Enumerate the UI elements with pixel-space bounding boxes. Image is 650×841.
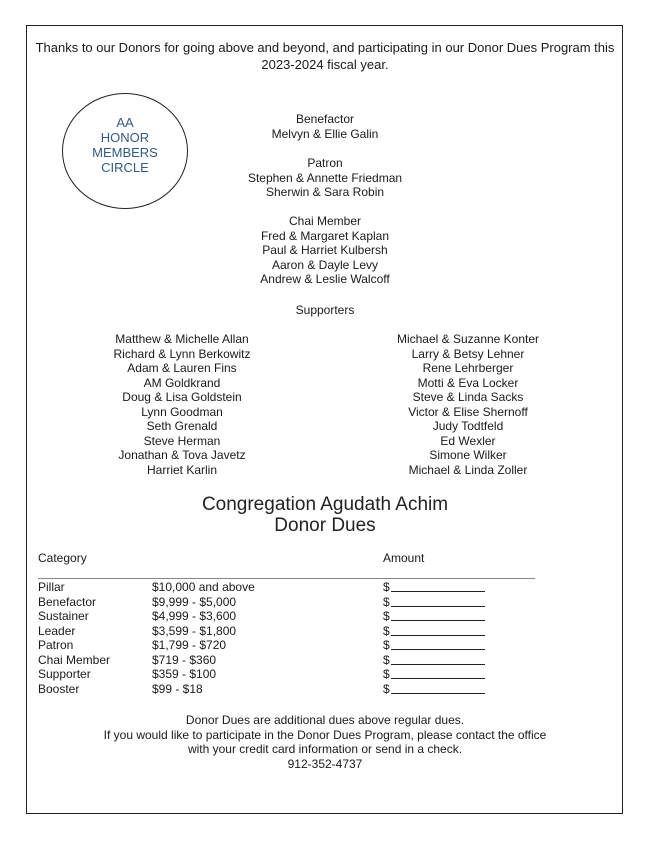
category-cell: Supporter (38, 667, 91, 681)
category-cell: Benefactor (38, 594, 97, 609)
table-row (38, 624, 538, 639)
amount-dollar-sign: $ (383, 580, 390, 594)
range-cell: $9,999 - $5,000 (152, 594, 237, 609)
category-cell: Booster (38, 681, 80, 696)
category-cell: Pillar (38, 580, 65, 594)
amount-blank-field[interactable] (391, 635, 485, 636)
table-row (38, 653, 538, 668)
amount-blank-field[interactable] (391, 664, 485, 665)
office-phone-number: 912-352-4737 (287, 756, 363, 771)
footer-line: Donor Dues are additional dues above regular dues. (185, 713, 465, 727)
table-row (38, 595, 538, 610)
range-cell: $99 - $18 (152, 681, 203, 696)
donor-name: Steve Herman (143, 433, 221, 448)
donor-name: Michael & Suzanne Konter (396, 332, 540, 346)
amount-blank-field[interactable] (391, 649, 485, 650)
donor-name: Paul & Harriet Kulbersh (262, 243, 388, 257)
donor-name: Jonathan & Tova Javetz (118, 448, 246, 462)
amount-blank-field[interactable] (391, 606, 485, 607)
footer-line: with your credit card information or send in a check. (187, 742, 463, 756)
title-line-organization: Congregation Agudath Achim (201, 494, 449, 515)
donor-name: Doug & Lisa Goldstein (122, 390, 242, 404)
supporters-right-column (368, 332, 568, 477)
footer-note (60, 713, 590, 771)
supporters-left-column (82, 332, 282, 477)
intro-text: Thanks to our Donors for going above and beyond, and participating in our Donor Dues Program this 2023-2024 fiscal year. (35, 40, 615, 72)
supporters-heading: Supporters (295, 303, 355, 317)
donor-name: Seth Grenald (146, 419, 218, 433)
donor-name: Melvyn & Ellie Galin (271, 126, 379, 141)
benefactor-section (200, 112, 450, 141)
amount-dollar-sign: $ (383, 638, 390, 652)
amount-dollar-sign: $ (383, 623, 390, 638)
range-cell: $10,000 and above (152, 580, 255, 594)
footer-line: If you would like to participate in the Donor Dues Program, please contact the office (103, 727, 547, 742)
donor-name: Richard & Lynn Berkowitz (113, 346, 251, 361)
donor-name: Sherwin & Sara Robin (265, 185, 385, 199)
amount-dollar-sign: $ (383, 652, 390, 667)
column-header-category: Category (38, 551, 87, 565)
badge-text (63, 115, 187, 175)
category-cell: Sustainer (38, 609, 89, 623)
range-cell: $359 - $100 (152, 667, 217, 681)
category-cell: Leader (38, 623, 76, 638)
table-row (38, 609, 538, 624)
patron-section (200, 156, 450, 200)
range-cell: $1,799 - $720 (152, 638, 227, 652)
donor-name: Fred & Margaret Kaplan (260, 228, 390, 243)
amount-dollar-sign: $ (383, 681, 390, 696)
amount-dollar-sign: $ (383, 594, 390, 609)
column-header-amount: Amount (383, 551, 425, 565)
donor-name: Andrew & Leslie Walcoff (260, 272, 390, 286)
donor-name: Michael & Linda Zoller (408, 462, 528, 477)
page-title (125, 494, 525, 536)
donor-name: Rene Lehrberger (422, 361, 514, 375)
table-row (38, 667, 538, 682)
badge-line: CIRCLE (101, 160, 149, 175)
amount-dollar-sign: $ (383, 667, 390, 681)
donor-name: Steve & Linda Sacks (412, 390, 524, 404)
donor-name: Lynn Goodman (141, 404, 223, 419)
donor-name: Simone Wilker (429, 448, 507, 462)
donor-name: Matthew & Michelle Allan (115, 332, 249, 346)
section-heading: Chai Member (288, 214, 362, 228)
table-row (38, 580, 538, 595)
amount-blank-field[interactable] (391, 678, 485, 679)
header-divider (38, 578, 535, 579)
donor-name: Larry & Betsy Lehner (411, 346, 525, 361)
section-heading: Patron (307, 156, 343, 170)
category-cell: Patron (38, 638, 74, 652)
donor-name: Harriet Karlin (146, 462, 218, 477)
chai-member-section (200, 214, 450, 287)
amount-blank-field[interactable] (391, 591, 485, 592)
badge-line: HONOR (100, 130, 150, 145)
donor-name: AM Goldkrand (143, 375, 221, 390)
donor-name: Aaron & Dayle Levy (271, 257, 379, 272)
title-line-program: Donor Dues (274, 515, 376, 536)
table-row (38, 638, 538, 653)
section-heading: Benefactor (295, 112, 355, 126)
amount-dollar-sign: $ (383, 609, 390, 623)
donor-name: Ed Wexler (440, 433, 496, 448)
category-cell: Chai Member (38, 652, 111, 667)
badge-line: MEMBERS (92, 145, 158, 160)
donor-name: Victor & Elise Shernoff (408, 404, 528, 419)
donor-name: Stephen & Annette Friedman (247, 170, 403, 185)
honor-members-circle-badge (62, 93, 188, 209)
donor-name: Adam & Lauren Fins (127, 361, 237, 375)
range-cell: $3,599 - $1,800 (152, 623, 237, 638)
table-row (38, 682, 538, 697)
donor-name: Motti & Eva Locker (417, 375, 519, 390)
donor-name: Judy Todtfeld (432, 419, 504, 433)
badge-line: AA (116, 115, 134, 130)
amount-blank-field[interactable] (391, 620, 485, 621)
range-cell: $719 - $360 (152, 652, 217, 667)
range-cell: $4,999 - $3,600 (152, 609, 237, 623)
amount-blank-field[interactable] (391, 693, 485, 694)
dues-table (38, 580, 538, 696)
